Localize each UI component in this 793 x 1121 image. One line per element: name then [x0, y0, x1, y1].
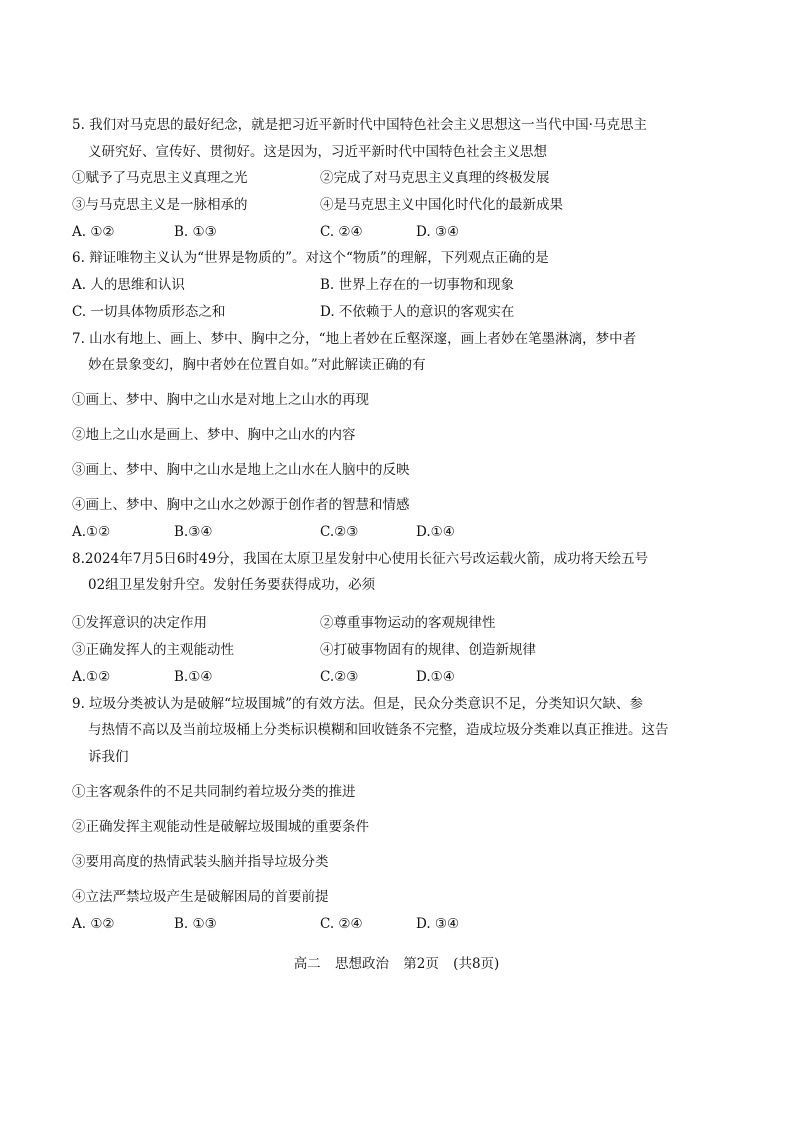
q9-stem-line-1: 9. 垃圾分类被认为是破解“垃圾围城”的有效方法。但是，民众分类意识不足，分类知识欠缺、参: [72, 696, 643, 712]
q9-option-b: B. ①③: [174, 916, 217, 932]
q9-option-c: C. ②④: [320, 916, 363, 932]
q9-item-4: ④立法严禁垃圾产生是破解困局的首要前提: [72, 889, 329, 905]
footer-subject: 思想政治: [334, 956, 389, 972]
q7-item-3: ③画上、梦中、胸中之山水是地上之山水在人脑中的反映: [72, 462, 410, 478]
q5-stem-line-2: 义研究好、宣传好、贯彻好。这是因为，习近平新时代中国特色社会主义思想: [88, 144, 547, 160]
q6-option-c: C. 一切具体物质形态之和: [72, 304, 226, 320]
footer-page-number: 第2页: [403, 956, 439, 972]
q8-option-c: C.②③: [320, 669, 359, 685]
q7-item-4: ④画上、梦中、胸中之山水之妙源于创作者的智慧和情感: [72, 497, 410, 513]
q8-stem-line-2: 02组卫星发射升空。发射任务要获得成功，必须: [88, 577, 376, 593]
q6-option-b: B. 世界上存在的一切事物和现象: [320, 277, 515, 293]
q9-option-d: D. ③④: [416, 916, 460, 932]
q8-item-1: ①发挥意识的决定作用: [72, 615, 207, 631]
q8-item-2: ②尊重事物运动的客观规律性: [320, 615, 496, 631]
q7-stem-line-1: 7. 山水有地上、画上、梦中、胸中之分，“地上者妙在丘壑深邃，画上者妙在笔墨淋漓，梦中者: [72, 331, 637, 347]
q9-stem-line-2: 与热情不高以及当前垃圾桶上分类标识模糊和回收链条不完整，造成垃圾分类难以真正推进。这告: [88, 722, 669, 738]
q7-item-2: ②地上之山水是画上、梦中、胸中之山水的内容: [72, 427, 356, 443]
q7-option-a: A.①②: [72, 524, 111, 540]
q8-item-3: ③正确发挥人的主观能动性: [72, 642, 234, 658]
q9-item-2: ②正确发挥主观能动性是破解垃圾围城的重要条件: [72, 819, 369, 835]
q5-item-4: ④是马克思主义中国化时代化的最新成果: [320, 197, 563, 213]
q5-item-3: ③与马克思主义是一脉相承的: [72, 197, 248, 213]
q8-stem-line-1: 8.2024年7月5日6时49分，我国在太原卫星发射中心使用长征六号改运载火箭，成功将天绘五号: [72, 551, 649, 567]
q9-item-1: ①主客观条件的不足共同制约着垃圾分类的推进: [72, 784, 356, 800]
q8-option-d: D.①④: [416, 669, 455, 685]
q5-option-a: A. ①②: [72, 224, 115, 240]
q7-option-b: B.③④: [174, 524, 213, 540]
q5-option-d: D. ③④: [416, 224, 460, 240]
q5-item-1: ①赋予了马克思主义真理之光: [72, 170, 248, 186]
q5-option-c: C. ②④: [320, 224, 363, 240]
q5-option-b: B. ①③: [174, 224, 217, 240]
footer-grade: 高二: [293, 956, 321, 972]
q5-item-2: ②完成了对马克思主义真理的终极发展: [320, 170, 550, 186]
q9-option-a: A. ①②: [72, 916, 115, 932]
q6-option-a: A. 人的思维和认识: [72, 277, 185, 293]
q7-item-1: ①画上、梦中、胸中之山水是对地上之山水的再现: [72, 392, 369, 408]
q6-option-d: D. 不依赖于人的意识的客观实在: [320, 304, 515, 320]
q7-option-d: D.①④: [416, 524, 455, 540]
q8-option-b: B.①④: [174, 669, 213, 685]
q7-stem-line-2: 妙在景象变幻，胸中者妙在位置自如。”对此解读正确的有: [88, 357, 426, 373]
footer-total-pages: (共8页): [453, 956, 500, 972]
q7-option-c: C.②③: [320, 524, 359, 540]
q9-stem-line-3: 诉我们: [88, 749, 129, 765]
q8-item-4: ④打破事物固有的规律、创造新规律: [320, 642, 536, 658]
q8-option-a: A.①②: [72, 669, 111, 685]
q6-stem-line-1: 6. 辩证唯物主义认为“世界是物质的”。对这个“物质”的理解，下列观点正确的是: [72, 250, 549, 266]
page-footer: [0, 955, 793, 973]
q9-item-3: ③要用高度的热情武装头脑并指导垃圾分类: [72, 854, 329, 870]
q5-stem-line-1: 5. 我们对马克思的最好纪念，就是把习近平新时代中国特色社会主义思想这一当代中国·马克思主: [72, 117, 647, 133]
